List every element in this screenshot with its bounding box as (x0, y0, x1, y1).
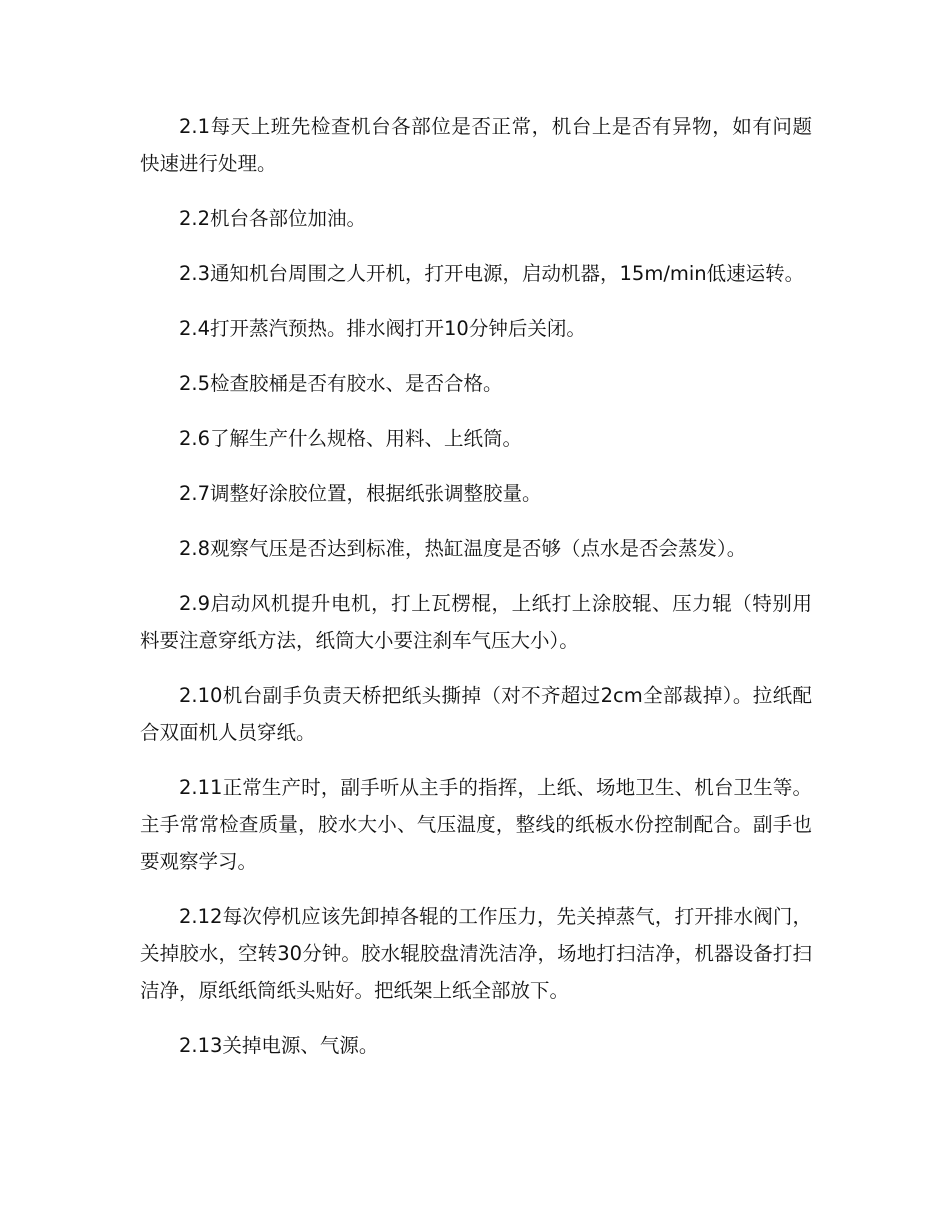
paragraph-2-9: 2.9启动风机提升电机，打上瓦楞棍，上纸打上涂胶辊、压力辊（特别用料要注意穿纸方法，纸筒大小要注刹车气压大小）。 (140, 592, 812, 652)
paragraph-2-3: 2.3通知机台周围之人开机，打开电源，启动机器，15m/min低速运转。 (179, 262, 805, 285)
paragraph-2-7: 2.7调整好涂胶位置，根据纸张调整胶量。 (179, 482, 542, 505)
paragraph-2-11: 2.11正常生产时，副手听从主手的指挥，上纸、场地卫生、机台卫生等。主手常常检查质量，胶水大小、气压温度，整线的纸板水份控制配合。副手也要观察学习。 (140, 776, 812, 873)
paragraph-2-13: 2.13关掉电源、气源。 (179, 1034, 379, 1057)
paragraph-2-12: 2.12每次停机应该先卸掉各辊的工作压力，先关掉蒸气，打开排水阀门，关掉胶水，空转30分钟。胶水辊胶盘清洗洁净，场地打扫洁净，机器设备打扫洁净，原纸纸筒纸头贴好。把纸架上纸全部放下。 (140, 905, 812, 1002)
paragraph-2-5: 2.5检查胶桶是否有胶水、是否合格。 (179, 372, 503, 395)
paragraph-2-1: 2.1每天上班先检查机台各部位是否正常，机台上是否有异物，如有问题快速进行处理。 (140, 115, 812, 175)
paragraph-2-10: 2.10机台副手负责天桥把纸头撕掉（对不齐超过2cm全部裁掉）。拉纸配合双面机人员穿纸。 (140, 684, 812, 744)
paragraph-2-8: 2.8观察气压是否达到标准，热缸温度是否够（点水是否会蒸发）。 (179, 537, 747, 560)
paragraph-2-4: 2.4打开蒸汽预热。排水阀打开10分钟后关闭。 (179, 317, 586, 340)
document-page (140, 108, 812, 1082)
paragraph-2-2: 2.2机台各部位加油。 (179, 207, 367, 230)
paragraph-2-6: 2.6了解生产什么规格、用料、上纸筒。 (179, 427, 523, 450)
